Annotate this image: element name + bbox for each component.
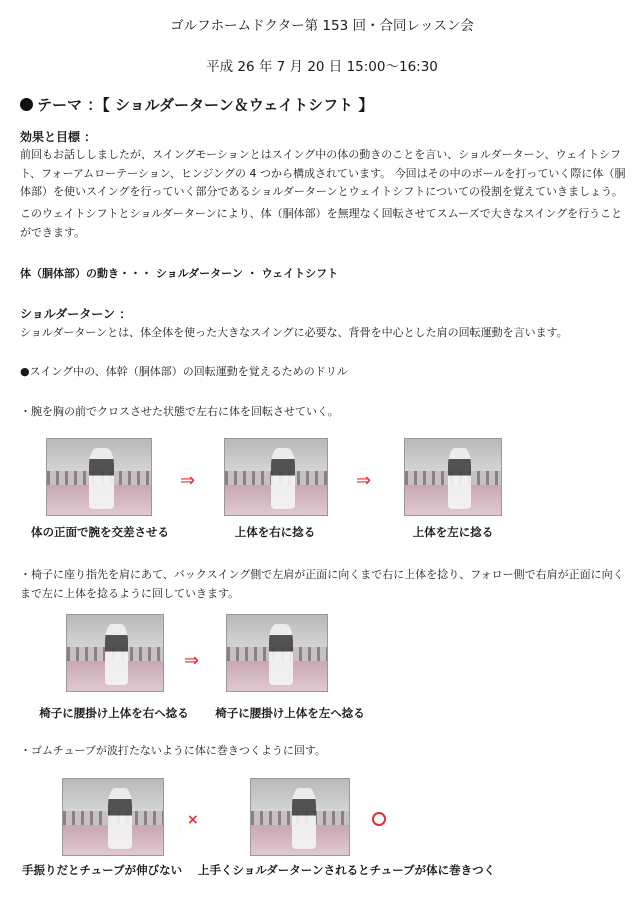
- intro-paragraph-2: このウェイトシフトとショルダーターンにより、体（胴体部）を無理なく回転させてスムーズで大きなスイングを行うことができます。: [20, 207, 623, 239]
- wrong-mark-icon: ×: [187, 812, 199, 828]
- page-title: ゴルフホームドクター第 153 回・合同レッスン会: [170, 18, 474, 34]
- shoulder-turn-definition: ショルダーターンとは、体全体を使った大きなスイングに必要な、背骨を中心とした肩の回転運動を言います。: [20, 326, 568, 339]
- photo-tube-correct: [250, 778, 350, 856]
- caption-tube-wrong: 手振りだとチューブが伸びない: [22, 863, 183, 877]
- intro-paragraph-1: 前回もお話ししましたが、スイングモーションとはスイング中の体の動きのことを言い、ショルダーターン、ウェイトシフト、フォーアムローテーション、ヒンジングの 4 つから構成されています。 今回はその中のボールを打っていく際に体（胴体部）を使いスイングを行っていく部分であるショルダーターンとウェイトシフトについての役割を覚えていきましょう。: [20, 148, 626, 198]
- caption-turn-right: 上体を右に捻る: [234, 525, 316, 539]
- correct-mark-icon: [372, 812, 386, 826]
- caption-chair-left: 椅子に腰掛け上体を左へ捻る: [215, 706, 365, 720]
- photo-turn-left: [404, 438, 502, 516]
- bullet-icon: [20, 98, 33, 111]
- arrow-icon: ⇒: [180, 470, 196, 491]
- caption-turn-left: 上体を左に捻る: [412, 525, 494, 539]
- shoulder-turn-heading: ショルダーターン ：: [20, 307, 132, 321]
- arrow-icon: ⇒: [184, 650, 200, 671]
- theme-heading: テーマ ：【 ショルダーターン＆ウェイトシフト 】: [20, 94, 373, 115]
- caption-chair-right: 椅子に腰掛け上体を右へ捻る: [39, 706, 189, 720]
- drill-heading: ●スイング中の、体幹（胴体部）の回転運動を覚えるためのドリル: [20, 365, 348, 378]
- drill1-text: ・腕を胸の前でクロスさせた状態で左右に体を回転させていく。: [20, 405, 339, 418]
- caption-arms-crossed: 体の正面で腕を交差させる: [31, 525, 169, 539]
- drill3-text: ・ゴムチューブが波打たないように体に巻きつくように回す。: [20, 744, 327, 757]
- photo-chair-left: [226, 614, 328, 692]
- movement-line: 体（胴体部）の動き・・・ ショルダーターン ・ ウェイトシフト: [20, 267, 339, 280]
- caption-tube-correct: 上手くショルダーターンされるとチューブが体に巻きつく: [198, 863, 496, 877]
- photo-arms-crossed: [46, 438, 152, 516]
- effects-heading: 効果と目標 ：: [20, 130, 97, 144]
- drill2-text: ・椅子に座り指先を肩にあて、バックスイング側で左肩が正面に向くまで右に上体を捻り、フォロー側で右肩が正面に向くまで左に上体を捻るように回していきます。: [20, 568, 624, 600]
- arrow-icon: ⇒: [356, 470, 372, 491]
- event-date: 平成 26 年 7 月 20 日 15:00〜16:30: [206, 59, 438, 75]
- photo-tube-wrong: [62, 778, 164, 856]
- photo-chair-right: [66, 614, 164, 692]
- photo-turn-right: [224, 438, 328, 516]
